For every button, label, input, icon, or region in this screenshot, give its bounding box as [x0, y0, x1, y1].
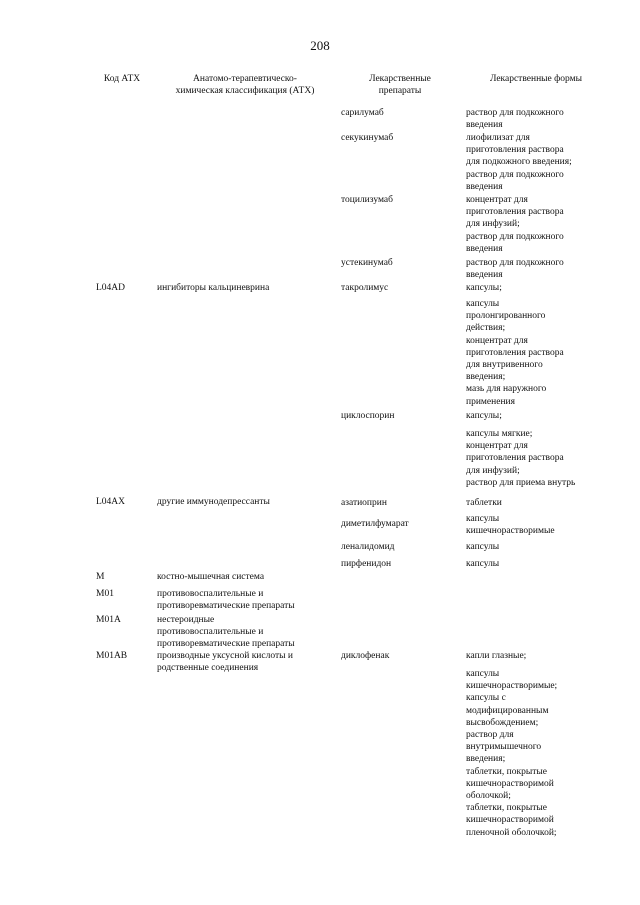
drug-diclofenac: диклофенак: [341, 651, 390, 661]
class-m01ab: производные уксусной кислоты и родственные соединения: [157, 651, 293, 674]
drug-lenalidomide: леналидомид: [341, 542, 395, 552]
drug-ciclosporin: циклоспорин: [341, 411, 395, 421]
header-classification: Анатомо-терапевтическо- химическая классификация (АТХ): [175, 74, 315, 96]
drug-pirfenidone: пирфенидон: [341, 559, 392, 569]
code-m01a: M01A: [96, 615, 121, 625]
form-tacrolimus-2: капсулы пролонгированного действия; концентрат для приготовления раствора для внутривенного введения; мазь для наружного применения: [466, 299, 564, 407]
form-dimethyl-fumarate: капсулы кишечнорастворимые: [466, 514, 555, 537]
form-diclofenac-1: капли глазные;: [466, 651, 527, 661]
form-azathioprine: таблетки: [466, 498, 502, 508]
form-diclofenac-2: капсулы кишечнорастворимые; капсулы с модифицированным высвобождением; раствор для внутримышечного введения; таблетки, покрытые кишечнорастворимой оболочкой; таблетки, покрытые кишечнорастворимой пленочной оболочкой;: [466, 669, 558, 838]
code-m01ab: M01AB: [96, 651, 128, 661]
form-lenalidomide: капсулы: [466, 542, 500, 552]
drug-sarilumab: сарилумаб: [341, 108, 384, 118]
form-ustekinumab: раствор для подкожного введения: [466, 258, 564, 281]
header-forms: Лекарственные формы: [489, 74, 583, 84]
form-ciclosporin-1: капсулы;: [466, 411, 502, 421]
code-l04ax: L04AX: [96, 497, 126, 507]
class-l04ax: другие иммунодепрессанты: [157, 497, 270, 507]
form-tocilizumab: концентрат для приготовления раствора для инфузий; раствор для подкожного введения: [466, 195, 564, 254]
form-ciclosporin-2: капсулы мягкие; концентрат для приготовления раствора для инфузий; раствор для приема внутрь: [466, 429, 576, 488]
code-l04ad: L04AD: [96, 283, 126, 293]
drug-ustekinumab: устекинумаб: [341, 258, 393, 268]
code-m01: M01: [96, 589, 114, 599]
page-number: 208: [310, 38, 330, 53]
drug-dimethyl-fumarate: диметилфумарат: [341, 519, 409, 529]
drug-azathioprine: азатиоприн: [341, 498, 387, 508]
form-tacrolimus-1: капсулы;: [466, 283, 502, 293]
class-m: костно-мышечная система: [157, 572, 265, 582]
drug-tacrolimus: такролимус: [341, 283, 389, 293]
code-m: M: [96, 572, 105, 582]
class-l04ad: ингибиторы кальциневрина: [157, 283, 270, 293]
header-drugs: Лекарственные препараты: [369, 74, 431, 96]
form-pirfenidone: капсулы: [466, 559, 500, 569]
class-m01a: нестероидные противовоспалительные и противоревматические препараты: [157, 615, 295, 650]
header-code: Код АТХ: [103, 74, 141, 84]
drug-tocilizumab: тоцилизумаб: [341, 195, 393, 205]
form-sarilumab: раствор для подкожного введения: [466, 108, 564, 131]
class-m01: противовоспалительные и противоревматические препараты: [157, 589, 295, 612]
form-secukinumab: лиофилизат для приготовления раствора для подкожного введения; раствор для подкожного введения: [466, 133, 572, 192]
drug-secukinumab: секукинумаб: [341, 133, 394, 143]
